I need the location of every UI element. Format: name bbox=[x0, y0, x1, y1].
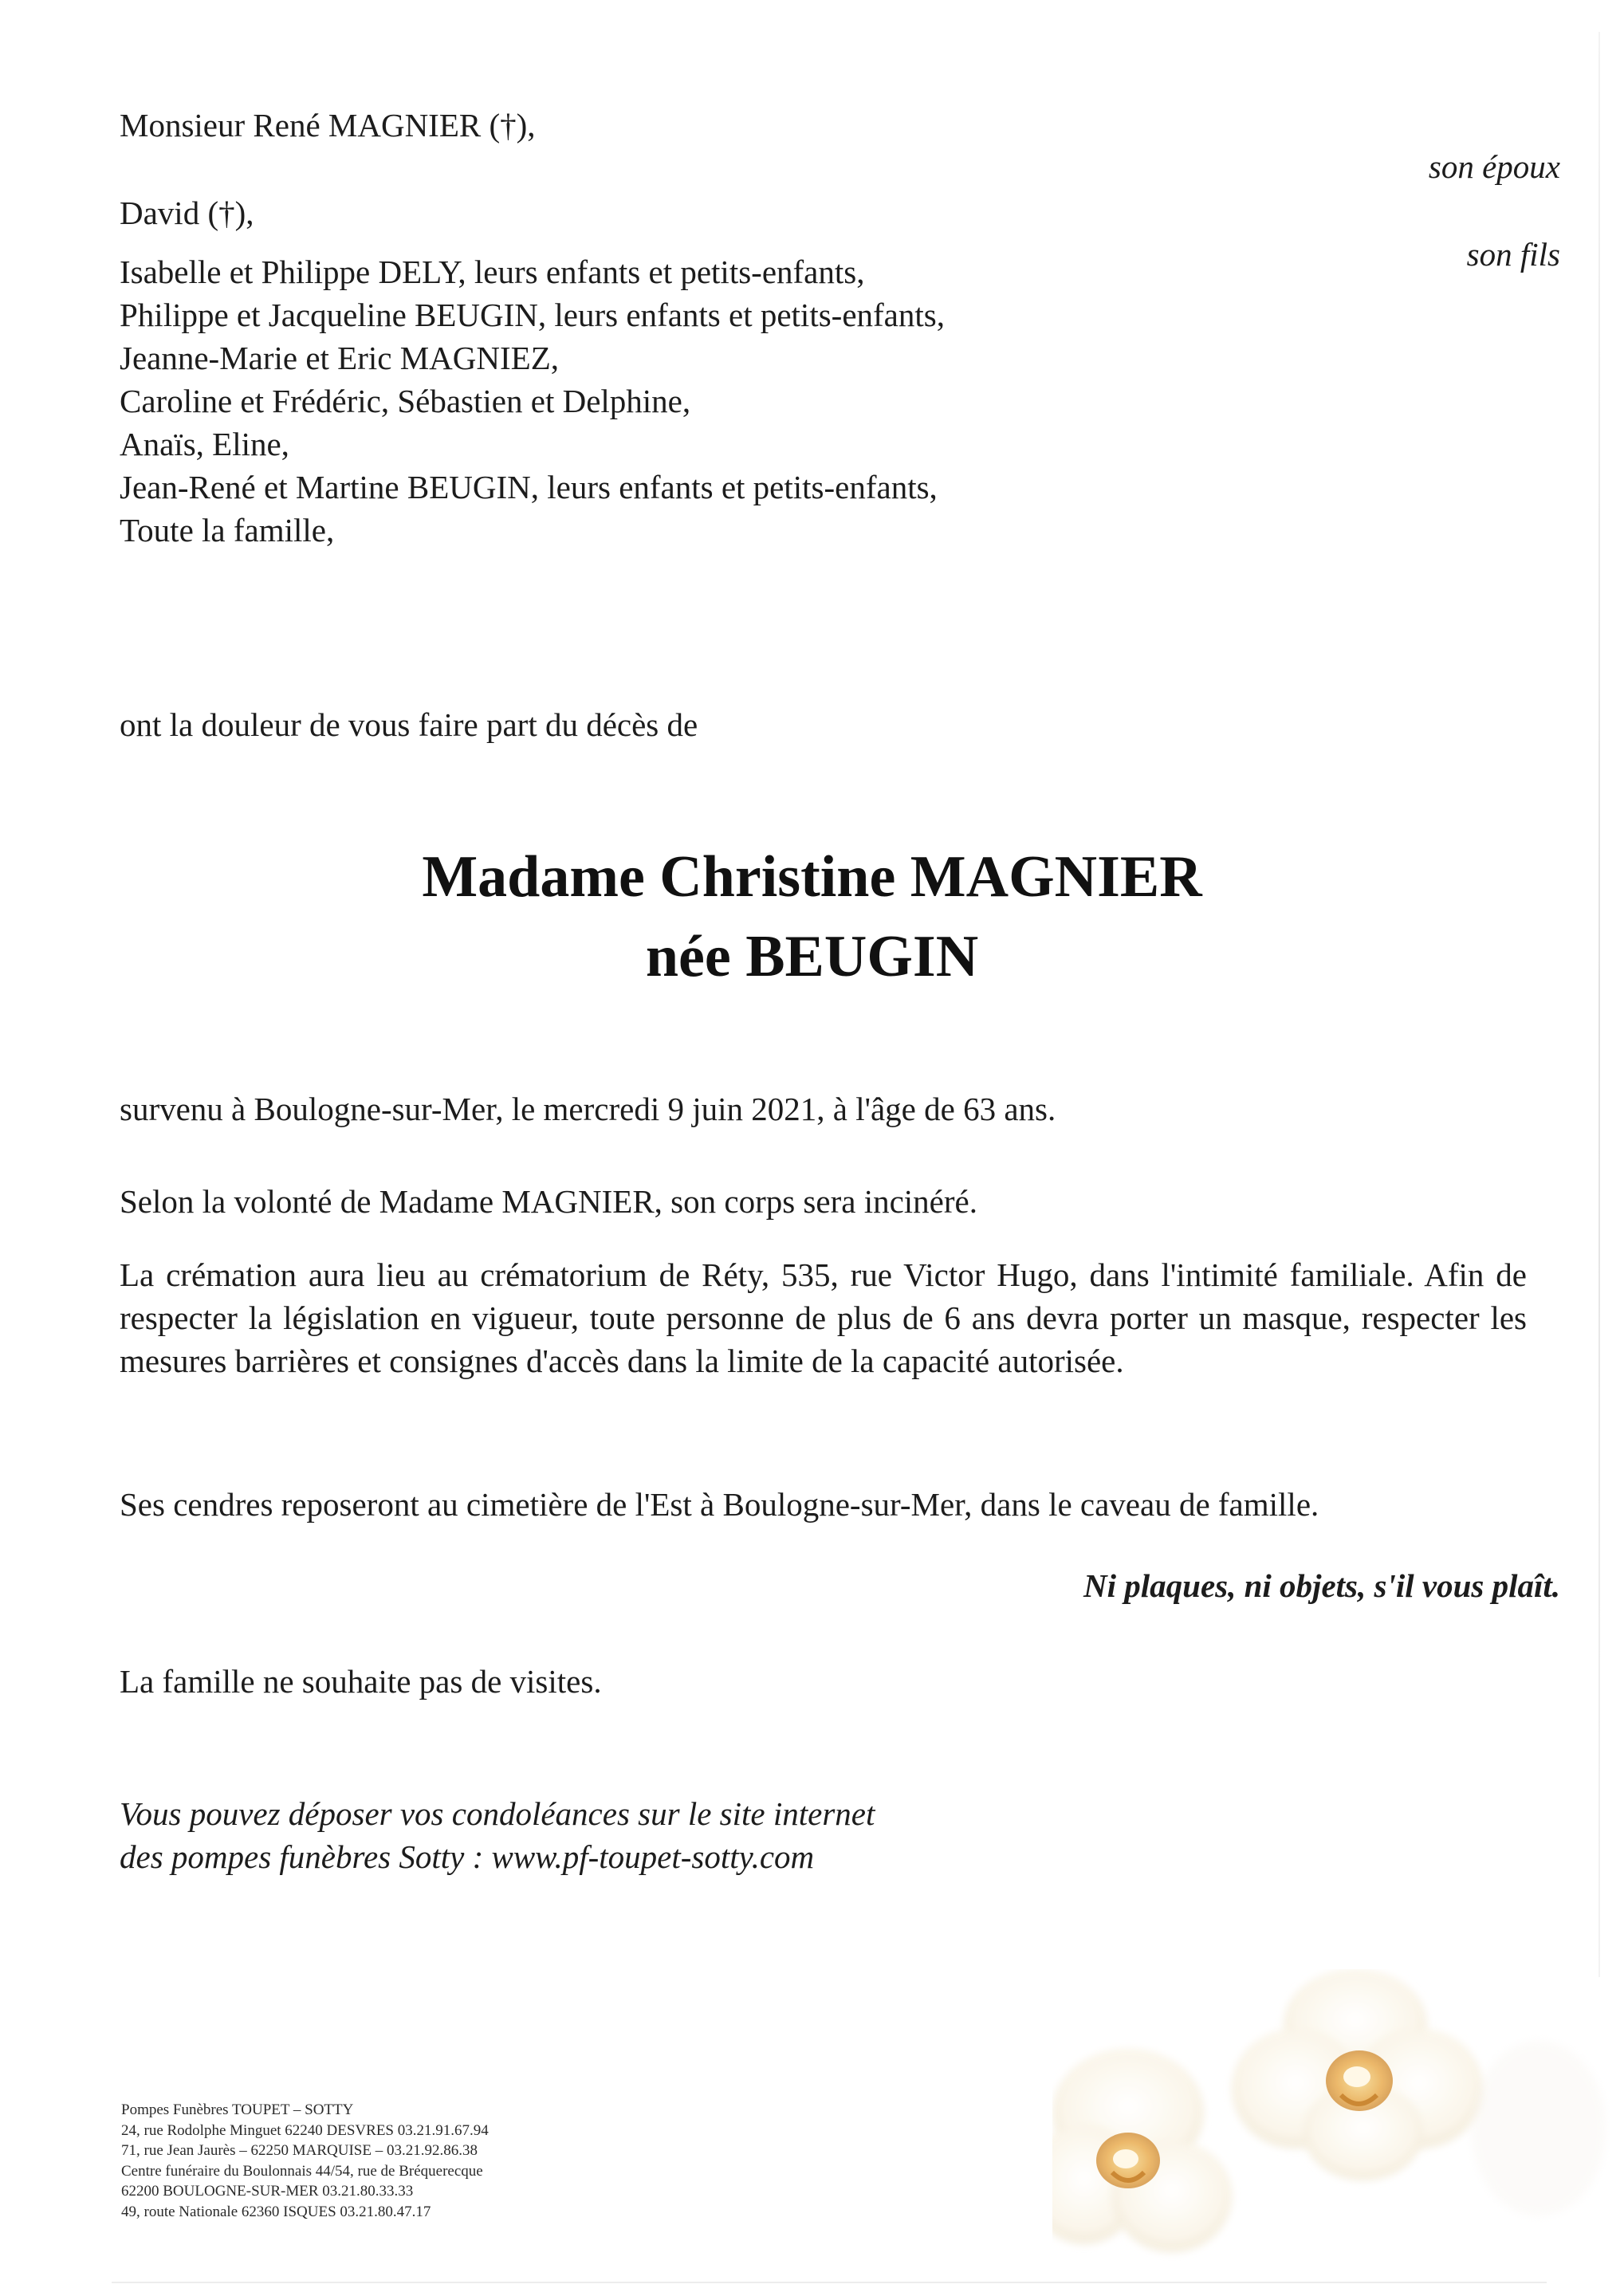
header-line-son: David (†), bbox=[120, 195, 254, 231]
no-visits-line: La famille ne souhaite pas de visites. bbox=[120, 1663, 602, 1700]
orchid-right bbox=[1232, 1969, 1483, 2180]
family-line: Philippe et Jacqueline BEUGIN, leurs enfants et petits-enfants, bbox=[120, 297, 945, 333]
announce-line: ont la douleur de vous faire part du décès de bbox=[120, 706, 698, 743]
family-line: Anaïs, Eline, bbox=[120, 426, 289, 462]
footer-line: 24, rue Rodolphe Minguet 62240 DESVRES 03.21.91.67.94 bbox=[121, 2121, 489, 2139]
ashes-line: Ses cendres reposeront au cimetière de l'Est à Boulogne-sur-Mer, dans le caveau de famille. bbox=[120, 1486, 1319, 1523]
condolences-line-1: Vous pouvez déposer vos condoléances sur le site internet bbox=[120, 1795, 875, 1832]
footer-line: Centre funéraire du Boulonnais 44/54, rue de Bréquerecque bbox=[121, 2162, 483, 2180]
header-line-husband: Monsieur René MAGNIER (†), bbox=[120, 107, 536, 144]
orchid-faded bbox=[1471, 2041, 1606, 2216]
funeral-home-footer bbox=[121, 2100, 489, 2222]
no-plaques-note: Ni plaques, ni objets, s'il vous plaît. bbox=[1083, 1567, 1560, 1604]
page-edge bbox=[1598, 32, 1600, 1977]
page-edge bbox=[112, 2282, 1547, 2283]
family-line: Caroline et Frédéric, Sébastien et Delphine, bbox=[120, 383, 691, 419]
family-line: Jean-René et Martine BEUGIN, leurs enfants et petits-enfants, bbox=[120, 469, 938, 505]
footer-line: 49, route Nationale 62360 ISQUES 03.21.80.47.17 bbox=[121, 2203, 431, 2220]
condolences-line-2: des pompes funèbres Sotty : www.pf-toupet-sotty.com bbox=[120, 1838, 815, 1875]
orchid-flowers-image bbox=[1052, 1969, 1610, 2272]
family-line: Toute la famille, bbox=[120, 512, 335, 548]
footer-line: 62200 BOULOGNE-SUR-MER 03.21.80.33.33 bbox=[121, 2183, 414, 2200]
deceased-name: Madame Christine MAGNIER bbox=[422, 844, 1202, 910]
family-line: Jeanne-Marie et Eric MAGNIEZ, bbox=[120, 340, 559, 376]
wish-line: Selon la volonté de Madame MAGNIER, son corps sera incinéré. bbox=[120, 1183, 977, 1220]
orchid-left bbox=[1052, 2049, 1232, 2252]
footer-line: Pompes Funèbres TOUPET – SOTTY bbox=[121, 2101, 354, 2118]
cremation-paragraph: La crémation aura lieu au crématorium de Réty, 535, rue Victor Hugo, dans l'intimité familiale. Afin de respecter la législation en vigueur, toute personne de plus de 6 ans devra porter un masque, respecter les mesures barrières et consignes d'accès dans la limite de la capacité autorisée. bbox=[120, 1256, 1527, 1379]
footer-line: 71, rue Jean Jaurès – 62250 MARQUISE – 03.21.92.86.38 bbox=[121, 2142, 478, 2159]
deceased-maiden-name: née BEUGIN bbox=[645, 924, 979, 989]
role-epoux: son époux bbox=[1428, 148, 1560, 185]
family-list bbox=[120, 250, 945, 552]
family-line: Isabelle et Philippe DELY, leurs enfants et petits-enfants, bbox=[120, 254, 865, 290]
role-fils: son fils bbox=[1466, 236, 1560, 273]
death-details: survenu à Boulogne-sur-Mer, le mercredi 9 juin 2021, à l'âge de 63 ans. bbox=[120, 1091, 1056, 1127]
